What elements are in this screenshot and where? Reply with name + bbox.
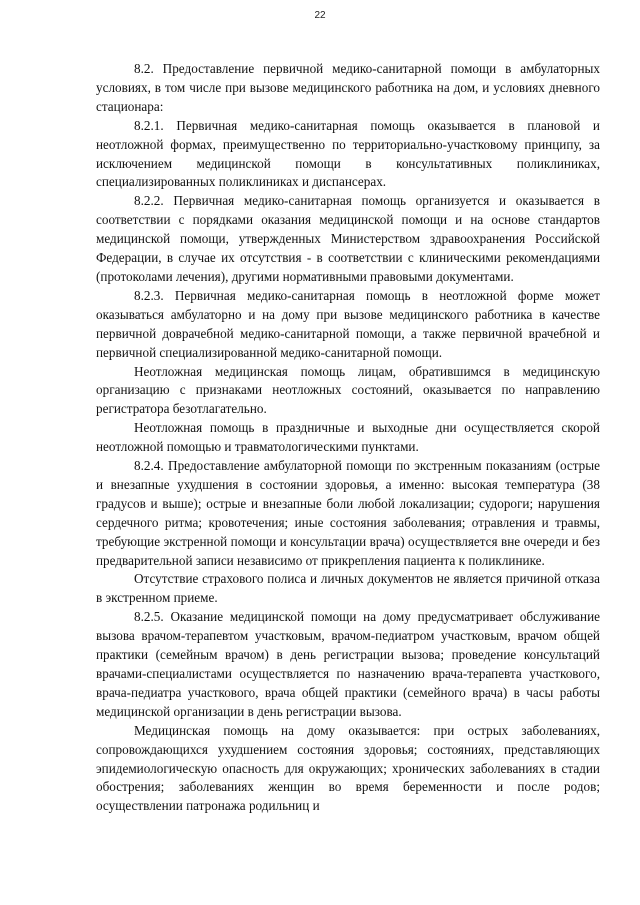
paragraph-home-care: Медицинская помощь на дому оказывается: при острых заболеваниях, сопровождающихся ухудшением состояния здоровья; состояниях, представляющих эпидемиологическую опасность для окружающих; хронических заболеваниях в стадии обострения; заболеваниях женщин во время беременности и после родов; осуществлении патронажа родильниц и [96,722,600,814]
paragraph-8-2-2: 8.2.2. Первичная медико-санитарная помощь организуется и оказывается в соответствии с порядками оказания медицинской помощи и на основе стандартов медицинской помощи, утвержденных Министерством здравоохранения Российской Федерации, в случае их отсутствия - в соответствии с клиническими рекомендациями (протоколами лечения), другими нормативными правовыми документами. [96,193,600,284]
paragraph-8-2-3: 8.2.3. Первичная медико-санитарная помощь в неотложной форме может оказываться амбулаторно и на дому при вызове медицинского работника в качестве первичной доврачебной медико-санитарной помощи, а также первичной врачебной и первичной специализированной медико-санитарной помощи. [96,287,600,360]
paragraph-urgent-care: Неотложная медицинская помощь лицам, обратившимся в медицинскую организацию с признаками неотложных состояний, оказывается по направлению регистратора безотлагательно. [96,363,600,417]
paragraph-8-2-4: 8.2.4. Предоставление амбулаторной помощи по экстренным показаниям (острые и внезапные ухудшения в состоянии здоровья, а именно: высокая температура (38 градусов и выше); острые и внезапные боли любой локализации; судороги; нарушения сердечного ритма; кровотечения; иные состояния заболевания; отравления и травмы, требующие экстренной помощи и консультации врача) осуществляется вне очереди и без предварительной записи независимо от прикрепления пациента к поликлинике. [96,458,600,568]
paragraph-8-2-1: 8.2.1. Первичная медико-санитарная помощь оказывается в плановой и неотложной формах, преимущественно по территориально-участковому принципу, за исключением медицинской помощи в консультативных поликлиниках, специализированных поликлиниках и диспансерах. [96,117,600,190]
paragraph-no-policy: Отсутствие страхового полиса и личных документов не является причиной отказа в экстренном приеме. [96,571,600,606]
paragraph-holiday-care: Неотложная помощь в праздничные и выходные дни осуществляется скорой неотложной помощью и травматологическими пунктами. [96,420,600,455]
paragraph-8-2-5: 8.2.5. Оказание медицинской помощи на дому предусматривает обслуживание вызова врачом-терапевтом участковым, врачом-педиатром участковым, врачом общей практики (семейным врачом) в день регистрации вызова; проведение консультаций врачами-специалистами осуществляется по назначению врача-терапевта участкового, врача-педиатра участкового, врача общей практики (семейного врача) в часы работы медицинской организации в день регистрации вызова. [96,609,600,719]
page-number: 22 [314,10,326,21]
paragraph-8-2: 8.2. Предоставление первичной медико-санитарной помощи в амбулаторных условиях, в том числе при вызове медицинского работника на дом, и условиях дневного стационара: [96,61,600,114]
document-body [96,60,600,816]
